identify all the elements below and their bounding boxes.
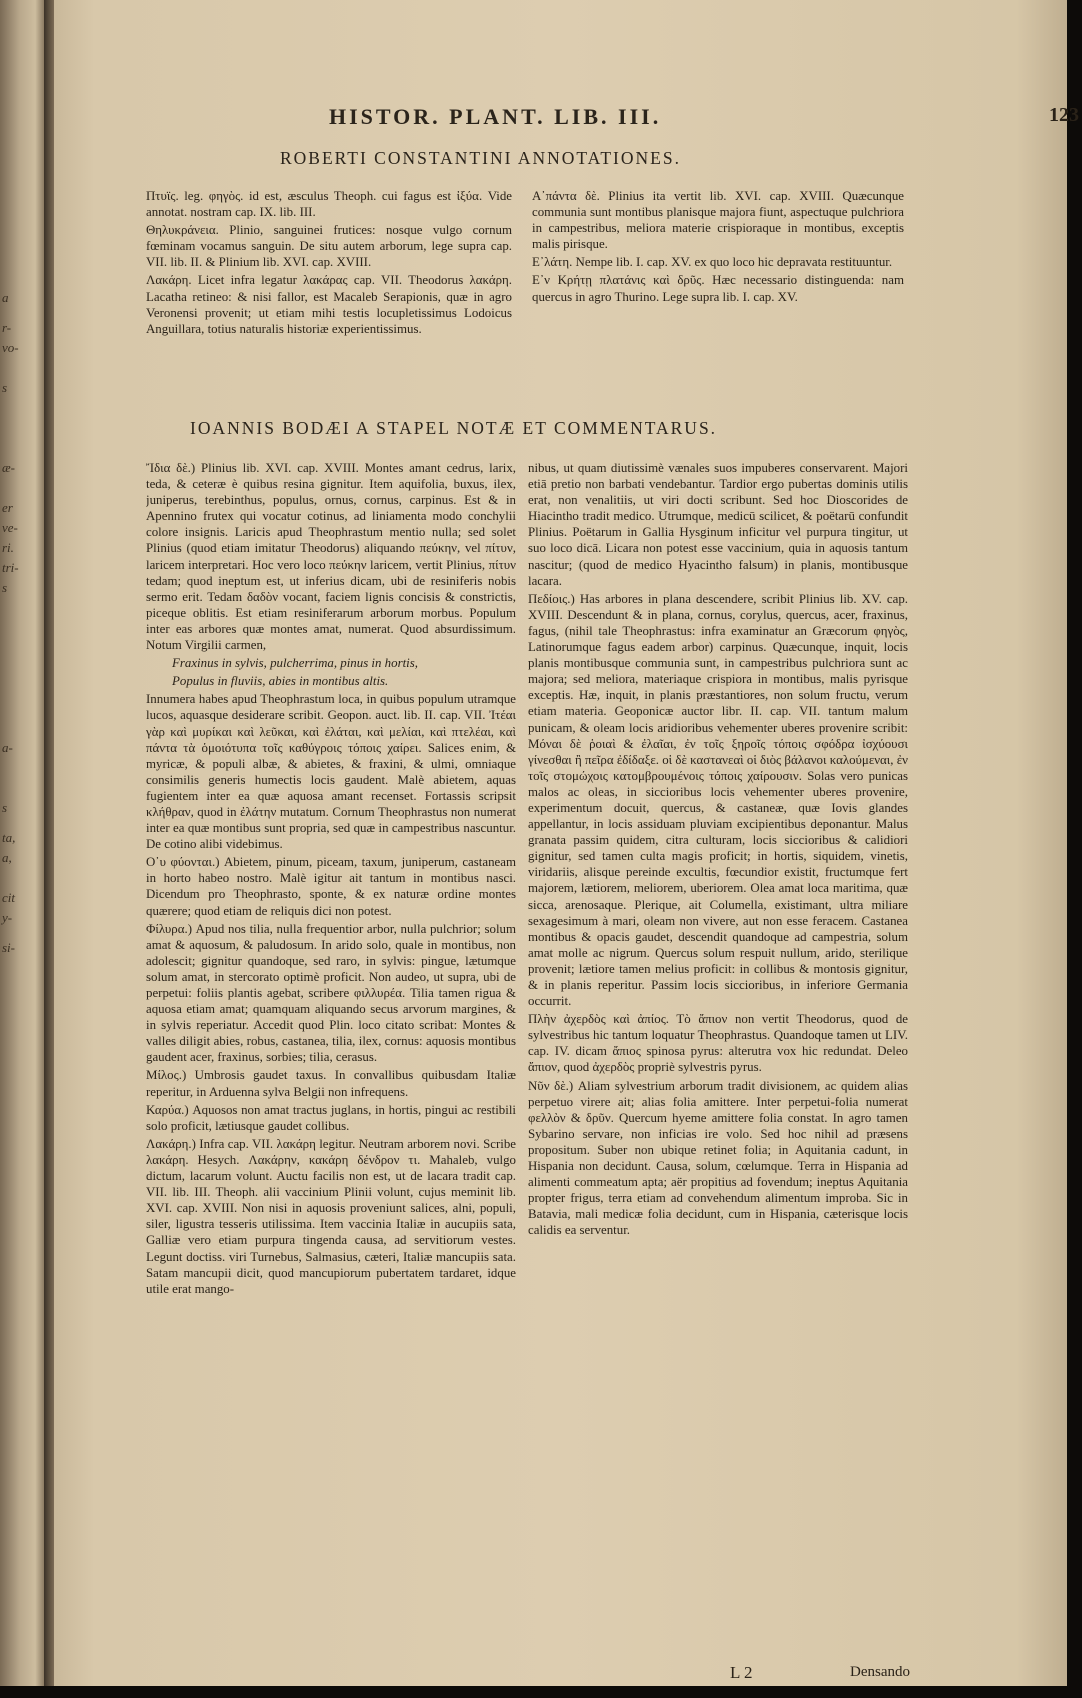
facing-page-fragment: a bbox=[2, 290, 9, 305]
note-paragraph: Innumera habes apud Theophrastum loca, in quibus populum utramque lucos, aquasque desiderare scribit. Geopon. auct. lib. II. cap. VII. Ἰτέαι γὰρ καὶ μυρίκαι καὶ λεῦκαι, καὶ ἐλάται, καὶ μελίαι, καὶ πτελέαι, καὶ πάντα τὰ ὁμοιότυπα τοῖς καθύγροις τόποις χαίρει. Salices enim, & myricæ, & populi albæ, & abietes, & fraxini, & ulmi, omniaque consimilis generis humectis locis gaudent. Malè abietem, aquas fugientem inter ea quæ aquosa amant recenset. Fortassis scripsit κλήθραν, quod in ἐλάτην mutatum. Cornum Theophrastus non numerat inter ea quæ montibus sunt propria, sed quæ in campestribus nascuntur. De cotino alibi videbimus. bbox=[146, 692, 516, 852]
note-paragraph: nibus, ut quam diutissimè vænales suos impuberes conservarent. Majori etiā pretio non barbati vendebantur. Tardior ergo pubertas dominis utilis erat, non venalitiis, ut viri docti scribunt. Sed hoc Dioscorides de Hiacintho tradit medico. Utrumque, medicū scilicet, & poëtarū confundit Plinius. Poëtarum in Gallia Hysginum inficitur vel purpura tingitur, ut suo loco dicā. Licara non potest esse vaccinium, quia in aquosis tantum nascitur; (quod de medico Hyacintho falsum) in planis, montibusque lacara. bbox=[528, 461, 908, 588]
note-paragraph: Φίλυρα.) Apud nos tilia, nulla frequentior arbor, nulla pulchrior; solum amat & aquosum, & paludosum. In arido solo, quale in montibus, non adolescit; gignitur quandoque, sed raro, in sylvis: pingue, lætumque solum amat, in stercorato optimè proficit. Non audeo, ut supra, ubi de perpetui: foliis plantis agebat, scribere φιλλυρέα. Tilia tamen rigua & aquosa etiam amat; quamquam aliquando secus arvorum margines, & in sylvis reperiatur. Accedit quod Plin. loco citato scribat: Montes & valles diligit abies, robus, castanea, tilia, ilex, cornus: aquosis montibus gaudent acer, fraxinus, sorbies; tilia, cerasus. bbox=[146, 921, 516, 1065]
facing-page-fragment: ta, bbox=[2, 830, 16, 845]
page-bottom-shadow bbox=[0, 1686, 1082, 1698]
book-gutter bbox=[44, 0, 54, 1698]
facing-page-fragment: s bbox=[2, 800, 8, 815]
running-header bbox=[329, 104, 1079, 134]
facing-page-fragment: er bbox=[2, 500, 13, 515]
note-paragraph: Πλὴν ἀχερδὸς καὶ ἀπίος. Τὸ ἄπιον non vertit Theodorus, quod de sylvestribus hic tantum loquatur Theophrastus. Quandoque tamen ut LIV. cap. IV. dicam ἄπιος spinosa pyrus: alterutra vox hic redundat. Deleo ἄπιον, quod ἀχερδὸς propriè sylvestris pyrus. bbox=[528, 1012, 908, 1075]
facing-page-fragment: cit bbox=[2, 890, 15, 905]
notes-heading: IOANNIS BODÆI A STAPEL NOTÆ ET COMMENTARUS. bbox=[190, 418, 718, 438]
annotation-paragraph: Α᾽πάντα δὲ. Plinius ita vertit lib. XVI. cap. XVIII. Quæcunque communia sunt montibus planisque majora fiunt, aspectuque pulchriora in campestribus, meliora materie crispioraque in montibus, exceptis malis pirisque. bbox=[532, 189, 904, 252]
facing-page-fragment: vo- bbox=[2, 340, 19, 355]
annotation-paragraph: Ε᾽ν Κρήτῃ πλατάνις καὶ δρῦς. Hæc necessario distinguenda: nam quercus in agro Thurino. Lege supra lib. I. cap. XV. bbox=[532, 273, 904, 304]
facing-page-fragment: s bbox=[2, 580, 8, 595]
facing-page-fragment: tri- bbox=[2, 560, 19, 575]
facing-page-fragment: s bbox=[2, 380, 8, 395]
facing-page-fragment: a- bbox=[2, 740, 13, 755]
annotation-paragraph: Πτυϊς. leg. φηγὸς. id est, æsculus Theoph. cui fagus est ἰξύα. Vide annotat. nostram cap. IX. lib. III. bbox=[146, 189, 512, 220]
note-paragraph: Λακάρη.) Infra cap. VII. λακάρη legitur. Neutram arborem novi. Scribe λακάρη. Hesych. Λακάρην, κακάρη δένδρον τι. Mahaleb, vulgo dictum, lacarum volunt. Auctu facilis non est, ut de lacara tradit cap. VII. lib. III. Theoph. alii vaccinium Plinii volunt, cujus meminit lib. XVI. cap. XVIII. Non nisi in aquosis proveniunt salices, alni, populi, siler, ligustra tesseris utilissima. Item vaccinia Italiæ in aucupiis sata, Galliæ vero etiam purpura tingenda causa, ad servitiorum vestes. Legunt doctiss. viri Turnebus, Salmasius, cæteri, Italiæ mancupiis sata. Satam mancupii dicit, quod mancupiorum pubertatem tardaret, idque utile erat mango- bbox=[146, 1136, 516, 1296]
signature-mark: L 2 bbox=[730, 1663, 753, 1682]
facing-page-fragment: æ- bbox=[2, 460, 15, 475]
facing-page-fragment: ri. bbox=[2, 540, 14, 555]
note-paragraph: Νῦν δὲ.) Aliam sylvestrium arborum tradit divisionem, ac quidem alias perpetuo virere ait; alias folia amittere. Inter perpetui-folia numerat φελλὸν & δρῦν. Quercum hyeme amittere folia constat. In agro tamen Sybarino servare, non inficias ire volo. Sed hoc nihil ad præsens propositum. Suber non ubique retinet folia; in Aquitania cadunt, in Hispania non decidunt. Causa, solum, cœlumque. Terra in Hispania ad alimenti commeatum apta; aër propitius ad fovendum; ineptus Aquitania propter frigus, terra etiam ad convehendum alimentum improba. Sic in Batavia, mali medicæ folia decidunt, cum in Hispania, cæterisque locis calidis ea serventur. bbox=[528, 1078, 908, 1238]
facing-page-fragment: r- bbox=[2, 320, 12, 335]
book-page bbox=[54, 0, 1079, 1698]
annotation-paragraph: Θηλυκράνεια. Plinio, sanguinei frutices: nosque vulgo cornum fœminam vocamus sanguin. De situ autem arborum, lege supra cap. VII. lib. II. & Plinium lib. XVI. cap. XVIII. bbox=[146, 223, 512, 270]
facing-page-fragment: a, bbox=[2, 850, 12, 865]
notes-right-column bbox=[528, 460, 908, 1660]
catchword: Densando bbox=[850, 1664, 910, 1680]
annotations-right-column bbox=[532, 188, 904, 420]
note-paragraph: Καρύα.) Aquosos non amat tractus juglans, in hortis, pingui ac restibili solo proficit, lætiusque gaudet collibus. bbox=[146, 1102, 516, 1133]
running-title: HISTOR. PLANT. LIB. III. bbox=[329, 104, 662, 129]
facing-page-edge bbox=[0, 0, 44, 1698]
annotation-paragraph: Ε᾽λάτη. Nempe lib. I. cap. XV. ex quo loco hic depravata restituuntur. bbox=[532, 255, 893, 270]
page-number: 123 bbox=[1049, 104, 1079, 126]
note-paragraph: Fraxinus in sylvis, pulcherrima, pinus in hortis, bbox=[172, 656, 418, 671]
facing-page-fragment: ve- bbox=[2, 520, 18, 535]
note-paragraph: Populus in fluviis, abies in montibus altis. bbox=[172, 674, 389, 689]
annotation-paragraph: Λακάρη. Licet infra legatur λακάρας cap. VII. Theodorus λακάρη. Lacatha retineo: & nisi fallor, est Macaleb Serapionis, quæ in agro Veronensi provenit; ut etiam mihi testis locupletissimus Lodoicus Anguillara, totius naturalis historiæ experientissimus. bbox=[146, 273, 512, 336]
note-paragraph: Ο᾽υ φύονται.) Abietem, pinum, piceam, taxum, juniperum, castaneam in horto habeo nostro. Malè igitur ait tantum in montibus nasci. Dicendum pro Theophrasto, sponte, & ex naturæ ordine montes quærere; quod etiam de reliquis dici non potest. bbox=[146, 855, 516, 918]
notes-left-column bbox=[146, 460, 516, 1670]
facing-page-fragment: si- bbox=[2, 940, 15, 955]
note-paragraph: Μίλος.) Umbrosis gaudet taxus. In convallibus quibusdam Italiæ reperitur, in Arduenna sylva Belgii non infrequens. bbox=[146, 1068, 516, 1099]
annotations-heading: ROBERTI CONSTANTINI ANNOTATIONES. bbox=[280, 148, 681, 168]
note-paragraph: Ἴδια δὲ.) Plinius lib. XVI. cap. XVIII. Montes amant cedrus, larix, teda, & ceteræ è quibus resina gignitur. Item aquifolia, buxus, ilex, juniperus, terebinthus, populus, ornus, cornus, carpinus. Est & in Apennino frutex qui vocatur cotinus, ad liniamenta modo conchylii colore insignis. Laricis apud Theophrastum mentio nulla; sed solet Plinius (quod etiam imitatur Theodorus) aliquando πεύκην, vel πίτυν, laricem interpretari. Hoc vero loco πεύκην laricem, vertit Plinius, πίτυν tedam; quod ineptum est, ut inferius dicam, ubi de resiniferis nobis sermo erit. Tedam δαδὸν vocant, faciem lignis concisis & constrictis, piceque oblitis. Est etiam resiniferarum arborum morbus. Populum inter eas arbores quæ montes amat, numerat. Quod absurdissimum. Notum Virgilii carmen, bbox=[146, 461, 516, 653]
facing-page-fragment: y- bbox=[2, 910, 13, 925]
note-paragraph: Πεδίοις.) Has arbores in plana descendere, scribit Plinius lib. XV. cap. XVIII. Descendunt & in plana, cornus, corylus, quercus, acer, fraxinus, fagus, (nihil tale Theophrastus: infra examinatur an Græcorum φηγὸς, Latinorumque fagus eadem arbor) carpinus. Quæcunque, inquit, locis planis montibusque communia sunt, in campestribus pulchriora sunt ac majora; sed meliora, materiaque crispiora in montibus, malis pyrisque exceptis. Hæ, inquit, in planis præstantiores, non solum fructu, verum etiam materia. Geoponicæ auctor libr. II. cap. VII. tantum malum punicam, & oleam locis aridioribus vehementer uberes provenire scribit: Μόναι δὲ ῥοιαὶ & ἐλαῖαι, ἐν τοῖς ξηροῖς τόποις σφόδρα ἰσχύουσι γίνεσθαι ἢ πεῖρα ἐδίδαξε. οἱ δὲ καστανεαὶ οἱ διὸς βάλανοι καλούμεναι, ἐν τοῖς στομώχοις κατομβρουμένοις τόποις χαίρουσιν. Solas vero punicas malos ac oleas, in siccioribus locis vehementer uberes provenire, experimentum docuit, quercus, & castaneæ, quæ Iovis glandes appellantur, in locis assiduam pluviam excipientibus deponantur. Malus granata passim quidem, citra culturam, locis siccioribus & calidiori gignitur, sed tamen culta magis proficit; in hortis, siquidem, vinetis, viridariis, alisque pereinde excultis, fœcundior existit, fructumque fert majorem, lætiorem, meliorem, uberiorem. Olea amat loca maritima, quæ sicca, arenosaque. Plerique, ait Columella, existimant, ultra miliare sexagesimum à mari, oleam non vivere, aut non esse feracem. Castanea montibus & opacis gaudet, descendit quandoque ad campestria, solum amat molle ac nigrum. Quercus solum respuit nullum, arido, sterilique provenit; lætiore tamen melius proficit: in collibus & montosis gignitur, & in planis reperitur. Passim locis siccioribus, in inferiore Germania occurrit. bbox=[528, 591, 908, 1009]
annotations-left-column bbox=[146, 188, 512, 420]
